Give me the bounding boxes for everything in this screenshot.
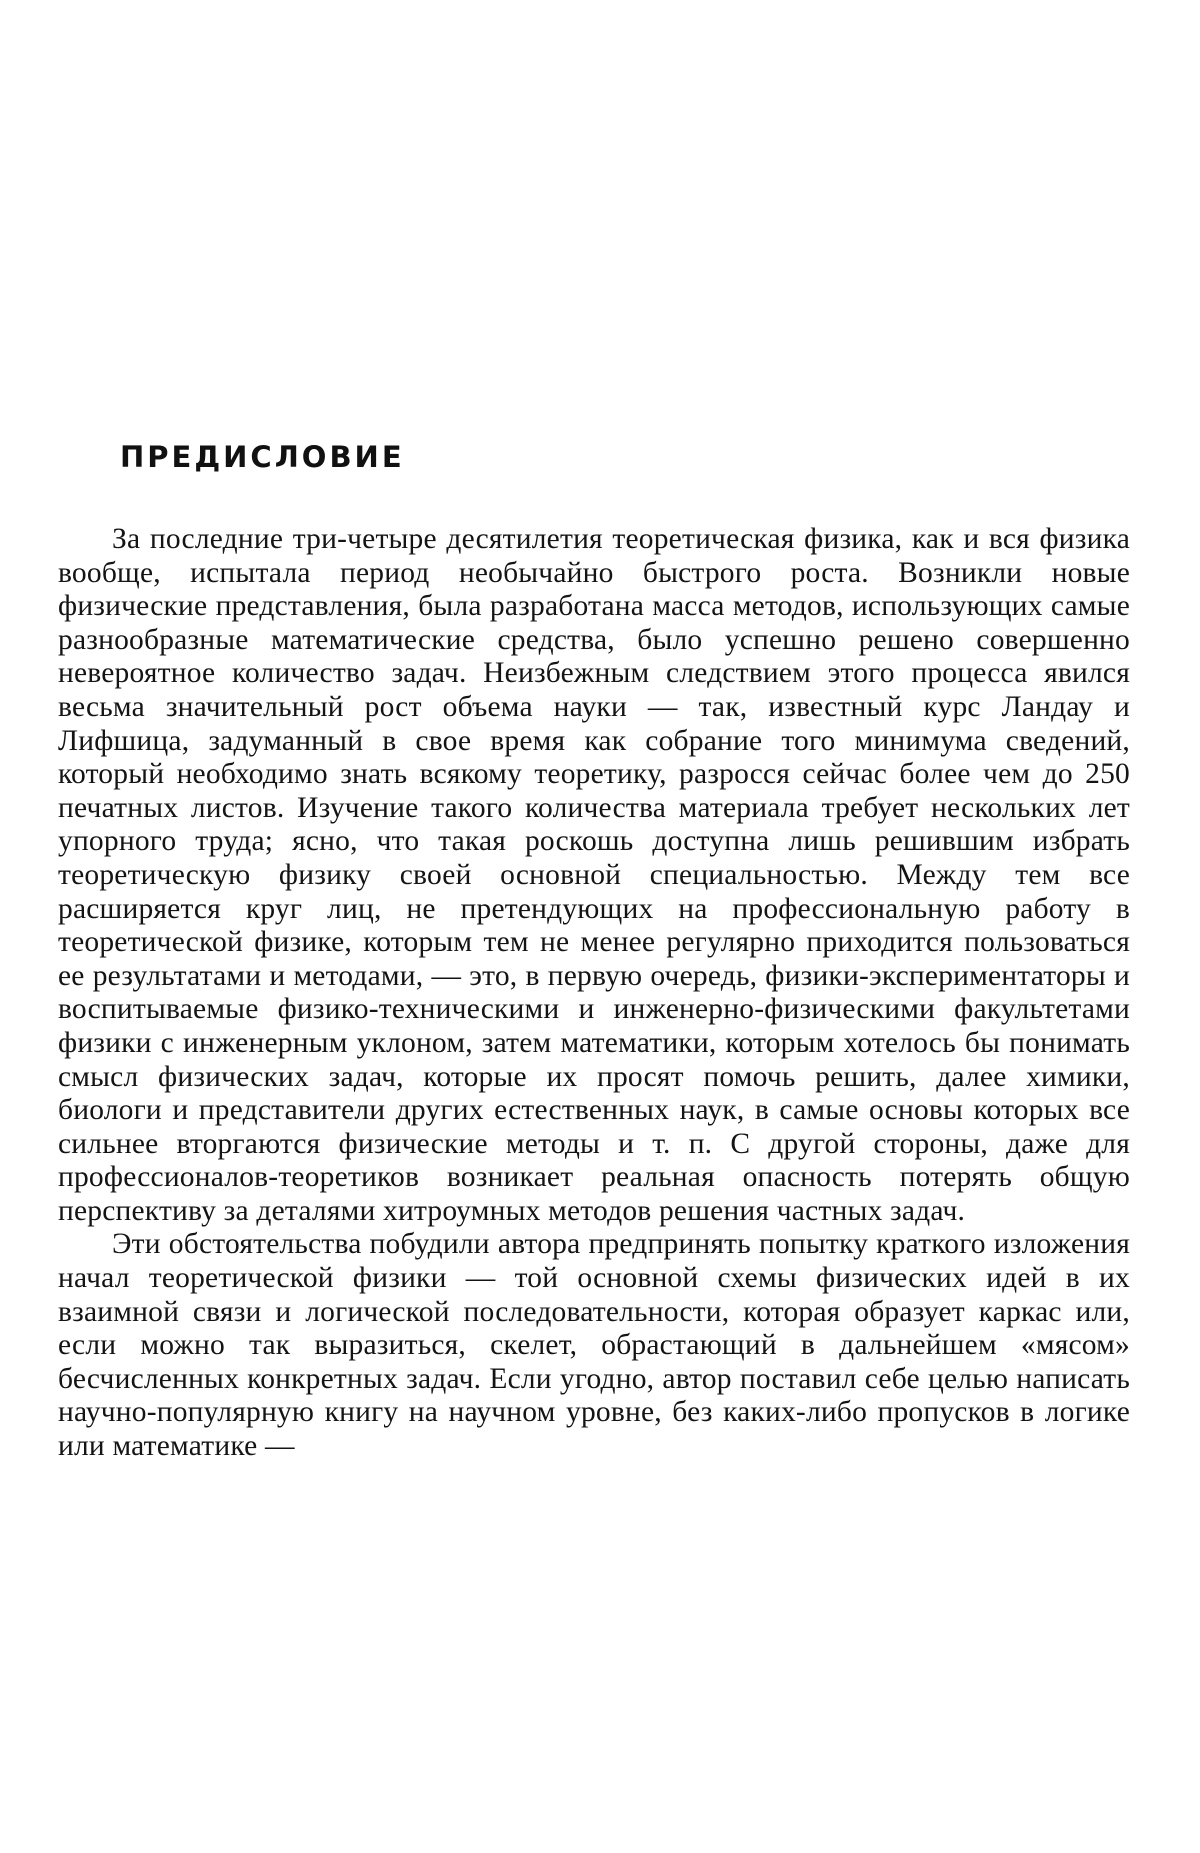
page-heading: ПРЕДИСЛОВИЕ: [120, 440, 405, 474]
paragraph: Эти обстоятельства побудили автора предпринять попытку краткого изложения начал теоретической физики — той основной схемы физических идей в их взаимной связи и логической последовательности, которая образует каркас или, если можно так выразиться, скелет, обрастающий в дальнейшем «мясом» бесчисленных конкретных задач. Если угодно, автор поставил себе целью написать научно-популярную книгу на научном уровне, без каких-либо пропусков в логике или математике —: [58, 1228, 1130, 1463]
paragraph: За последние три-четыре десятилетия теоретическая физика, как и вся физика вообще, испытала период необычайно быстрого роста. Возникли новые физические представления, была разработана масса методов, использующих самые разнообразные математические средства, было успешно решено совершенно невероятное количество задач. Неизбежным следствием этого процесса явился весьма значительный рост объема науки — так, известный курс Ландау и Лифшица, задуманный в свое время как собрание того минимума сведений, который необходимо знать всякому теоретику, разросся сейчас более чем до 250 печатных листов. Изучение такого количества материала требует нескольких лет упорного труда; ясно, что такая роскошь доступна лишь решившим избрать теоретическую физику своей основной специальностью. Между тем все расширяется круг лиц, не претендующих на профессиональную работу в теоретической физике, которым тем не менее регулярно приходится пользоваться ее результатами и методами, — это, в первую очередь, физики-экспериментаторы и воспитываемые физико-техническими и инженерно-физическими факультетами физики с инженерным уклоном, затем математики, которым хотелось бы понимать смысл физических задач, которые их просят помочь решить, далее химики, биологи и представители других естественных наук, в самые основы которых все сильнее вторгаются физические методы и т. п. С другой стороны, даже для профессионалов-теоретиков возникает реальная опасность потерять общую перспективу за деталями хитроумных методов решения частных задач.: [58, 523, 1130, 1227]
preface-body: [58, 523, 1130, 1464]
